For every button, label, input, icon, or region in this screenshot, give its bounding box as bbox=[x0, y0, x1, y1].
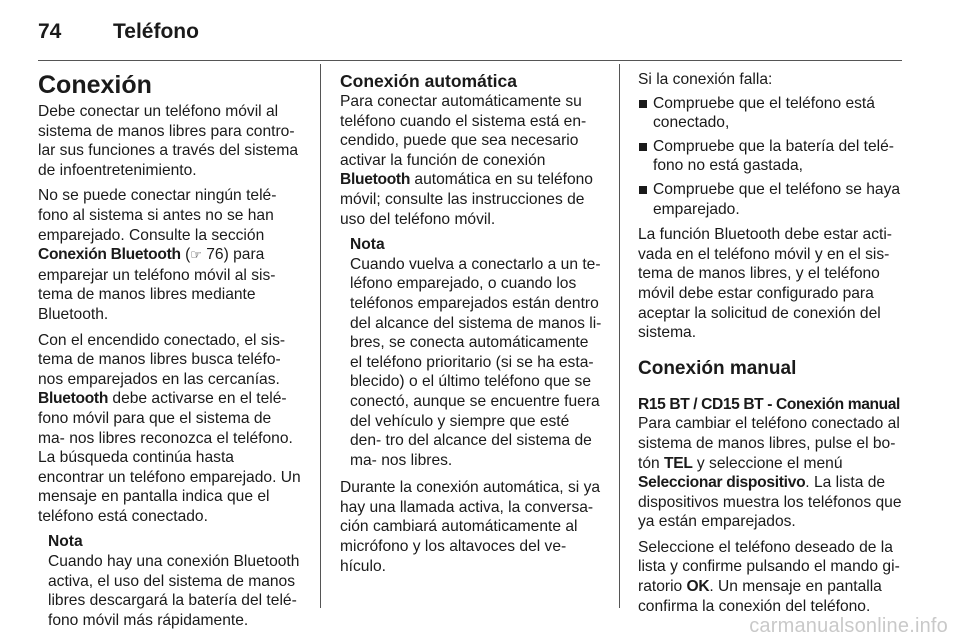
page-number: 74 bbox=[38, 20, 62, 43]
note-text: Cuando hay una conexión Bluetooth activa, el uso del sistema de manos libres descargará la batería del telé- fono móvil más rápidamente. bbox=[48, 553, 300, 629]
note-box bbox=[48, 532, 302, 630]
paragraph-auto-connect: Para conectar automáticamente su teléfono cuando el sistema está en- cendido, puede que sea necesario activar la función de conexión Bluetooth automática en su teléfono móvil; consulte las instrucciones de uso del teléfono móvil. bbox=[340, 93, 593, 228]
note-box bbox=[350, 235, 604, 470]
column-divider-2 bbox=[619, 64, 620, 608]
paragraph-pairing: No se puede conectar ningún telé- fono al sistema si antes no se han emparejado. Consulte la sección Conexión Bluetooth (☞ 76) para emparejar un teléfono móvil al sis- tema de manos libres mediante Bluetooth. bbox=[38, 187, 277, 323]
bold-term: Bluetooth bbox=[38, 390, 109, 408]
watermark: carmanualsonline.info bbox=[749, 615, 948, 637]
section-heading-conexion: Conexión bbox=[38, 71, 152, 99]
bold-term-ok: OK bbox=[686, 578, 710, 596]
paragraph-select-phone: Seleccione el teléfono deseado de la lista y confirme pulsando el mando gi- ratorio OK. Un mensaje en pantalla confirma la conexión del teléfono. bbox=[638, 538, 900, 615]
page-reference-icon: ☞ bbox=[190, 248, 202, 264]
paragraph-search: Con el encendido conectado, el sis- tema de manos libres busca teléfo- nos emparejados en las cercanías. Bluetooth debe activarse en el telé- fono móvil para que el sistema de ma- nos libres reconozca el teléfono. La búsqueda continúa hasta encontrar un teléfono emparejado. Un mensaje en pantalla indica que el teléfono está conectado. bbox=[38, 331, 301, 525]
page-reference[interactable]: 76) bbox=[201, 246, 229, 264]
bullet-square-icon bbox=[639, 100, 647, 108]
section-heading-conexion-manual: Conexión manual bbox=[638, 357, 797, 379]
paragraph-intro: Debe conectar un teléfono móvil al sistema de manos libres para contro- lar sus funciones a través del sistema de infoentretenimiento. bbox=[38, 103, 299, 179]
header-rule bbox=[38, 60, 902, 61]
bold-term: Bluetooth bbox=[340, 171, 411, 189]
bold-term-menu: Seleccionar dispositivo bbox=[638, 474, 806, 492]
bold-term-tel: TEL bbox=[664, 454, 693, 472]
paragraph-bluetooth-active: La función Bluetooth debe estar acti- vada en el teléfono móvil y en el sis- tema de manos libres, y el teléfono móvil debe estar configurado para aceptar la solicitud de conexión del sistema. bbox=[638, 226, 892, 342]
running-title: Teléfono bbox=[113, 20, 199, 43]
column-divider-1 bbox=[320, 64, 321, 608]
page-header bbox=[38, 14, 922, 54]
column-3 bbox=[638, 70, 904, 622]
section-heading-conexion-automatica: Conexión automática bbox=[340, 71, 517, 91]
bullet-square-icon bbox=[639, 143, 647, 151]
troubleshoot-list bbox=[638, 94, 904, 220]
subheading-r15-cd15: R15 BT / CD15 BT - Conexión manual bbox=[638, 395, 900, 413]
column-1 bbox=[38, 70, 302, 638]
column-2 bbox=[340, 70, 604, 582]
paragraph-fail-intro: Si la conexión falla: bbox=[638, 71, 773, 88]
note-title: Nota bbox=[48, 533, 83, 551]
list-item: Compruebe que la batería del telé- fono no está gastada, bbox=[638, 137, 904, 176]
note-title: Nota bbox=[350, 236, 385, 254]
note-text: Cuando vuelva a conectarlo a un te- léfono emparejado, o cuando los teléfonos emparejados están dentro del alcance del sistema de manos li- bres, se conecta automáticamente el teléfono prioritario (si se ha esta- blecido) o el último teléfono que se conectó, aunque se encuentre fuera del vehículo y siempre que esté den- tro del alcance del sistema de ma- nos libres. bbox=[350, 255, 602, 469]
bullet-square-icon bbox=[639, 186, 647, 194]
list-item: Compruebe que el teléfono está conectado, bbox=[638, 94, 904, 133]
list-item: Compruebe que el teléfono se haya emparejado. bbox=[638, 180, 904, 219]
paragraph-change-phone: Para cambiar el teléfono conectado al sistema de manos libres, pulse el bo- tón TEL y seleccione el menú Seleccionar dispositivo. La lista de dispositivos muestra los teléfonos que ya están emparejados. bbox=[638, 415, 902, 531]
bold-term: Conexión Bluetooth bbox=[38, 246, 181, 264]
paragraph-active-call: Durante la conexión automática, si ya hay una llamada activa, la conversa- ción cambiará automáticamente al micrófono y los altavoces del ve- hículo. bbox=[340, 479, 601, 575]
